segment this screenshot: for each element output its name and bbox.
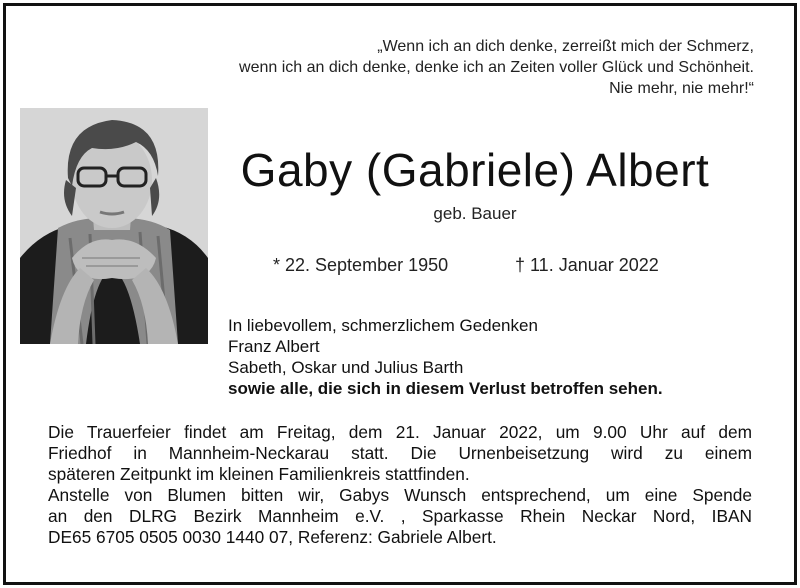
quote-line: „Wenn ich an dich denke, zerreißt mich der Schmerz, [377, 38, 754, 55]
notice-line: späteren Zeitpunkt im kleinen Familienkreis stattfinden. [48, 464, 470, 484]
portrait-photo [20, 108, 208, 344]
death-date: † 11. Januar 2022 [515, 255, 659, 275]
memorial-quote [239, 36, 754, 99]
mourners-closing: sowie alle, die sich in diesem Verlust betroffen sehen. [228, 379, 663, 398]
funeral-notice [48, 422, 752, 548]
notice-line: Friedhof in Mannheim-Neckarau statt. Die Urnenbeisetzung wird zu einem [48, 443, 752, 463]
notice-line: DE65 6705 0505 0030 1440 07, Referenz: Gabriele Albert. [48, 527, 497, 547]
portrait-illustration [20, 108, 208, 344]
mourners-block [228, 315, 663, 399]
notice-line: Die Trauerfeier findet am Freitag, dem 21. Januar 2022, um 9.00 Uhr auf dem [48, 422, 752, 442]
quote-line: wenn ich an dich denke, denke ich an Zeiten voller Glück und Schönheit. [239, 59, 754, 76]
quote-line: Nie mehr, nie mehr!“ [609, 80, 754, 97]
birth-date: * 22. September 1950 [273, 255, 449, 275]
mourners-line: Franz Albert [228, 337, 320, 356]
mourners-line: In liebevollem, schmerzlichem Gedenken [228, 316, 538, 335]
maiden-name: geb. Bauer [433, 204, 517, 223]
notice-line: an den DLRG Bezirk Mannheim e.V. , Sparkasse Rhein Neckar Nord, IBAN [48, 506, 752, 526]
notice-line: Anstelle von Blumen bitten wir, Gabys Wunsch entsprechend, um eine Spende [48, 485, 752, 505]
deceased-name: Gaby (Gabriele) Albert [240, 144, 710, 196]
mourners-line: Sabeth, Oskar und Julius Barth [228, 358, 464, 377]
